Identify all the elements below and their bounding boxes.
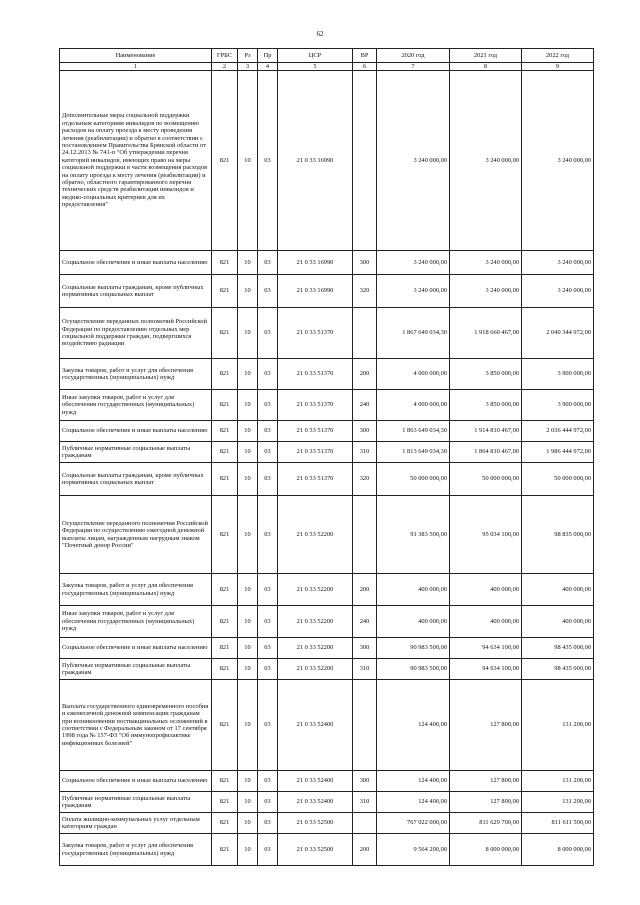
row-csr: 21 0 33 52500 xyxy=(278,834,353,866)
header-cell: ЦСР xyxy=(278,49,353,63)
row-csr: 21 0 33 52400 xyxy=(278,771,353,792)
header-cell: Наименование xyxy=(60,49,212,63)
row-amount-2020: 3 240 000,00 xyxy=(377,275,450,308)
row-vr: 200 xyxy=(353,574,377,606)
row-name: Социальные выплаты гражданам, кроме публичных нормативных социальных выплат xyxy=(60,463,212,496)
row-rz: 10 xyxy=(238,834,258,866)
table-row xyxy=(60,606,594,638)
row-csr: 21 0 33 16990 xyxy=(278,71,353,251)
row-amount-2022: 131 200,00 xyxy=(522,771,594,792)
table-row xyxy=(60,463,594,496)
row-rz: 10 xyxy=(238,251,258,275)
row-name: Закупка товаров, работ и услуг для обеспечения государственных (муниципальных) нужд xyxy=(60,834,212,866)
row-amount-2021: 94 634 100,00 xyxy=(450,659,522,680)
row-csr: 21 0 33 51370 xyxy=(278,359,353,390)
row-amount-2020: 4 000 000,00 xyxy=(377,390,450,421)
column-number-row xyxy=(60,63,594,71)
row-vr: 310 xyxy=(353,659,377,680)
row-pr: 03 xyxy=(258,813,278,834)
row-csr: 21 0 33 52200 xyxy=(278,496,353,574)
row-rz: 10 xyxy=(238,442,258,463)
header-cell: ВР xyxy=(353,49,377,63)
row-amount-2021: 400 000,00 xyxy=(450,606,522,638)
row-amount-2022: 131 200,00 xyxy=(522,680,594,771)
row-pr: 03 xyxy=(258,680,278,771)
row-rz: 10 xyxy=(238,359,258,390)
row-amount-2022: 8 000 000,00 xyxy=(522,834,594,866)
table-row xyxy=(60,442,594,463)
page-number: 62 xyxy=(316,30,324,38)
row-grbs: 821 xyxy=(212,359,238,390)
row-pr: 03 xyxy=(258,308,278,359)
row-amount-2020: 1 813 649 034,30 xyxy=(377,442,450,463)
row-name: Оплата жилищно-коммунальных услуг отдельным категориям граждан xyxy=(60,813,212,834)
row-rz: 10 xyxy=(238,275,258,308)
row-csr: 21 0 33 51370 xyxy=(278,463,353,496)
row-rz: 10 xyxy=(238,71,258,251)
row-vr: 200 xyxy=(353,834,377,866)
row-amount-2022: 98 835 000,00 xyxy=(522,496,594,574)
row-grbs: 821 xyxy=(212,638,238,659)
row-vr xyxy=(353,496,377,574)
row-amount-2021: 1 914 810 467,00 xyxy=(450,421,522,442)
row-pr: 03 xyxy=(258,496,278,574)
row-rz: 10 xyxy=(238,771,258,792)
row-rz: 10 xyxy=(238,496,258,574)
row-amount-2022: 131 200,00 xyxy=(522,792,594,813)
row-name: Иные закупки товаров, работ и услуг для обеспечения государственных (муниципальных) нужд xyxy=(60,390,212,421)
row-amount-2022: 3 240 000,00 xyxy=(522,251,594,275)
row-grbs: 821 xyxy=(212,308,238,359)
row-grbs: 821 xyxy=(212,71,238,251)
row-grbs: 821 xyxy=(212,606,238,638)
row-csr: 21 0 33 52500 xyxy=(278,813,353,834)
row-vr: 300 xyxy=(353,251,377,275)
row-name: Социальное обеспечение и иные выплаты населению xyxy=(60,421,212,442)
row-amount-2022: 98 435 000,00 xyxy=(522,659,594,680)
row-vr: 310 xyxy=(353,442,377,463)
row-rz: 10 xyxy=(238,574,258,606)
row-csr: 21 0 33 52200 xyxy=(278,638,353,659)
row-amount-2020: 124 400,00 xyxy=(377,792,450,813)
row-amount-2021: 94 634 100,00 xyxy=(450,638,522,659)
row-amount-2021: 1 864 810 467,00 xyxy=(450,442,522,463)
column-number: 4 xyxy=(258,63,278,71)
row-csr: 21 0 33 52200 xyxy=(278,606,353,638)
row-amount-2020: 3 240 000,00 xyxy=(377,71,450,251)
row-amount-2020: 90 983 500,00 xyxy=(377,659,450,680)
row-vr xyxy=(353,308,377,359)
row-amount-2020: 124 400,00 xyxy=(377,771,450,792)
row-pr: 03 xyxy=(258,442,278,463)
row-amount-2020: 3 240 000,00 xyxy=(377,251,450,275)
row-csr: 21 0 33 52400 xyxy=(278,680,353,771)
row-amount-2022: 98 435 000,00 xyxy=(522,638,594,659)
row-csr: 21 0 33 51370 xyxy=(278,390,353,421)
column-number: 9 xyxy=(522,63,594,71)
row-vr: 300 xyxy=(353,771,377,792)
header-cell: 2021 год xyxy=(450,49,522,63)
row-name: Публичные нормативные социальные выплаты гражданам xyxy=(60,792,212,813)
table-row xyxy=(60,574,594,606)
row-pr: 03 xyxy=(258,463,278,496)
row-amount-2022: 811 611 500,00 xyxy=(522,813,594,834)
row-amount-2021: 127 800,00 xyxy=(450,771,522,792)
header-row xyxy=(60,49,594,63)
row-grbs: 821 xyxy=(212,771,238,792)
row-csr: 21 0 33 52400 xyxy=(278,792,353,813)
row-amount-2022: 400 000,00 xyxy=(522,606,594,638)
header-cell: ГРБС xyxy=(212,49,238,63)
column-number: 7 xyxy=(377,63,450,71)
row-rz: 10 xyxy=(238,421,258,442)
row-pr: 03 xyxy=(258,771,278,792)
row-name: Иные закупки товаров, работ и услуг для обеспечения государственных (муниципальных) нужд xyxy=(60,606,212,638)
row-name: Публичные нормативные социальные выплаты гражданам xyxy=(60,442,212,463)
row-amount-2020: 767 022 000,00 xyxy=(377,813,450,834)
row-amount-2021: 95 034 100,00 xyxy=(450,496,522,574)
row-pr: 03 xyxy=(258,792,278,813)
row-amount-2022: 3 240 000,00 xyxy=(522,275,594,308)
row-name: Осуществление переданного полномочия Российской Федерации по осуществлению ежегодной денежной выплаты лицам, награжденным нагрудным знаком "Почетный донор России" xyxy=(60,496,212,574)
row-pr: 03 xyxy=(258,659,278,680)
row-rz: 10 xyxy=(238,308,258,359)
row-amount-2021: 3 850 000,00 xyxy=(450,359,522,390)
row-vr xyxy=(353,813,377,834)
row-csr: 21 0 33 51370 xyxy=(278,442,353,463)
row-amount-2021: 400 000,00 xyxy=(450,574,522,606)
row-amount-2022: 2 036 444 972,00 xyxy=(522,421,594,442)
table-row xyxy=(60,308,594,359)
row-grbs: 821 xyxy=(212,275,238,308)
row-csr: 21 0 33 16990 xyxy=(278,275,353,308)
row-pr: 03 xyxy=(258,574,278,606)
row-pr: 03 xyxy=(258,606,278,638)
column-number: 8 xyxy=(450,63,522,71)
row-vr xyxy=(353,71,377,251)
row-pr: 03 xyxy=(258,834,278,866)
row-amount-2022: 3 240 000,00 xyxy=(522,71,594,251)
row-grbs: 821 xyxy=(212,792,238,813)
table-row xyxy=(60,771,594,792)
column-number: 3 xyxy=(238,63,258,71)
budget-table xyxy=(59,48,594,866)
row-amount-2020: 50 000 000,00 xyxy=(377,463,450,496)
row-rz: 10 xyxy=(238,792,258,813)
row-name: Закупка товаров, работ и услуг для обеспечения государственных (муниципальных) нужд xyxy=(60,574,212,606)
table-row xyxy=(60,421,594,442)
header-cell: 2020 год xyxy=(377,49,450,63)
row-vr xyxy=(353,680,377,771)
row-amount-2022: 2 040 344 972,00 xyxy=(522,308,594,359)
row-pr: 03 xyxy=(258,251,278,275)
row-amount-2020: 4 000 000,00 xyxy=(377,359,450,390)
row-amount-2020: 1 867 649 034,30 xyxy=(377,308,450,359)
row-grbs: 821 xyxy=(212,834,238,866)
row-amount-2020: 91 383 500,00 xyxy=(377,496,450,574)
row-grbs: 821 xyxy=(212,680,238,771)
row-amount-2021: 50 000 000,00 xyxy=(450,463,522,496)
row-grbs: 821 xyxy=(212,659,238,680)
row-grbs: 821 xyxy=(212,390,238,421)
row-name: Социальное обеспечение и иные выплаты населению xyxy=(60,771,212,792)
row-amount-2021: 3 240 000,00 xyxy=(450,251,522,275)
row-pr: 03 xyxy=(258,71,278,251)
row-vr: 300 xyxy=(353,421,377,442)
column-number: 5 xyxy=(278,63,353,71)
table-row xyxy=(60,813,594,834)
row-csr: 21 0 33 16990 xyxy=(278,251,353,275)
row-amount-2021: 811 629 700,00 xyxy=(450,813,522,834)
row-name: Социальные выплаты гражданам, кроме публичных нормативных социальных выплат xyxy=(60,275,212,308)
row-amount-2022: 50 000 000,00 xyxy=(522,463,594,496)
row-amount-2020: 400 000,00 xyxy=(377,574,450,606)
row-amount-2022: 400 000,00 xyxy=(522,574,594,606)
table-row xyxy=(60,680,594,771)
row-amount-2021: 127 800,00 xyxy=(450,680,522,771)
row-amount-2021: 8 000 000,00 xyxy=(450,834,522,866)
row-name: Социальное обеспечение и иные выплаты населению xyxy=(60,251,212,275)
row-vr: 240 xyxy=(353,390,377,421)
row-amount-2020: 90 983 500,00 xyxy=(377,638,450,659)
row-rz: 10 xyxy=(238,680,258,771)
row-amount-2022: 1 986 444 972,00 xyxy=(522,442,594,463)
row-amount-2020: 400 000,00 xyxy=(377,606,450,638)
row-rz: 10 xyxy=(238,638,258,659)
row-grbs: 821 xyxy=(212,813,238,834)
row-amount-2021: 3 240 000,00 xyxy=(450,275,522,308)
row-rz: 10 xyxy=(238,813,258,834)
row-name: Закупка товаров, работ и услуг для обеспечения государственных (муниципальных) нужд xyxy=(60,359,212,390)
row-amount-2020: 1 863 649 034,30 xyxy=(377,421,450,442)
row-grbs: 821 xyxy=(212,421,238,442)
row-csr: 21 0 33 52200 xyxy=(278,574,353,606)
row-vr: 200 xyxy=(353,359,377,390)
row-name: Осуществление переданных полномочий Российской Федерации по предоставлению отдельных мер социальной поддержки граждан, подвергшихся воздействию радиации xyxy=(60,308,212,359)
row-rz: 10 xyxy=(238,390,258,421)
row-pr: 03 xyxy=(258,359,278,390)
row-name: Дополнительные меры социальной поддержки отдельным категориям инвалидов по возмещению расходов на оплату проезда к месту проведения лечения (реабилитации) и обратно в соответствии с постановлением Правительства Брянской области от 24.12.2013 № 741-п "Об утверждении перечня категорий инвалидов, имеющих право на меры социальной поддержки в части возмещения расходов на оплату проезда к месту лечения (реабилитации) и обратно, областного гарантированного перечня технических средств реабилитации инвалидов и медико-социальных критериев для их предоставления" xyxy=(60,71,212,251)
column-number: 2 xyxy=(212,63,238,71)
row-amount-2021: 127 800,00 xyxy=(450,792,522,813)
row-name: Выплата государственного единовременного пособия и ежемесячной денежной компенсации гражданам при возникновении поствакцинальных осложнений в соответствии с Федеральным законом от 17 сентября 1998 года № 157-ФЗ "Об иммунопрофилактике инфекционных болезней" xyxy=(60,680,212,771)
row-pr: 03 xyxy=(258,390,278,421)
row-pr: 03 xyxy=(258,275,278,308)
row-grbs: 821 xyxy=(212,496,238,574)
table-row xyxy=(60,496,594,574)
row-csr: 21 0 33 51370 xyxy=(278,308,353,359)
header-cell: Пр xyxy=(258,49,278,63)
row-amount-2021: 1 918 660 467,00 xyxy=(450,308,522,359)
row-pr: 03 xyxy=(258,638,278,659)
row-name: Публичные нормативные социальные выплаты гражданам xyxy=(60,659,212,680)
row-amount-2022: 3 900 000,00 xyxy=(522,390,594,421)
column-number: 6 xyxy=(353,63,377,71)
row-pr: 03 xyxy=(258,421,278,442)
row-amount-2022: 3 900 000,00 xyxy=(522,359,594,390)
row-csr: 21 0 33 52200 xyxy=(278,659,353,680)
row-vr: 310 xyxy=(353,792,377,813)
table-row xyxy=(60,359,594,390)
row-amount-2021: 3 240 000,00 xyxy=(450,71,522,251)
row-vr: 300 xyxy=(353,638,377,659)
row-vr: 320 xyxy=(353,275,377,308)
table-row xyxy=(60,71,594,251)
row-name: Социальное обеспечение и иные выплаты населению xyxy=(60,638,212,659)
header-cell: Рз xyxy=(238,49,258,63)
table-row xyxy=(60,638,594,659)
row-vr: 320 xyxy=(353,463,377,496)
row-rz: 10 xyxy=(238,606,258,638)
row-grbs: 821 xyxy=(212,251,238,275)
row-amount-2020: 9 564 200,00 xyxy=(377,834,450,866)
table-row xyxy=(60,390,594,421)
row-grbs: 821 xyxy=(212,463,238,496)
row-rz: 10 xyxy=(238,659,258,680)
table-row xyxy=(60,659,594,680)
row-vr: 240 xyxy=(353,606,377,638)
table-row xyxy=(60,834,594,866)
header-cell: 2022 год xyxy=(522,49,594,63)
table-row xyxy=(60,792,594,813)
table-row xyxy=(60,251,594,275)
row-csr: 21 0 33 51370 xyxy=(278,421,353,442)
row-grbs: 821 xyxy=(212,442,238,463)
row-amount-2020: 124 400,00 xyxy=(377,680,450,771)
column-number: 1 xyxy=(60,63,212,71)
row-grbs: 821 xyxy=(212,574,238,606)
row-rz: 10 xyxy=(238,463,258,496)
table-row xyxy=(60,275,594,308)
row-amount-2021: 3 850 000,00 xyxy=(450,390,522,421)
